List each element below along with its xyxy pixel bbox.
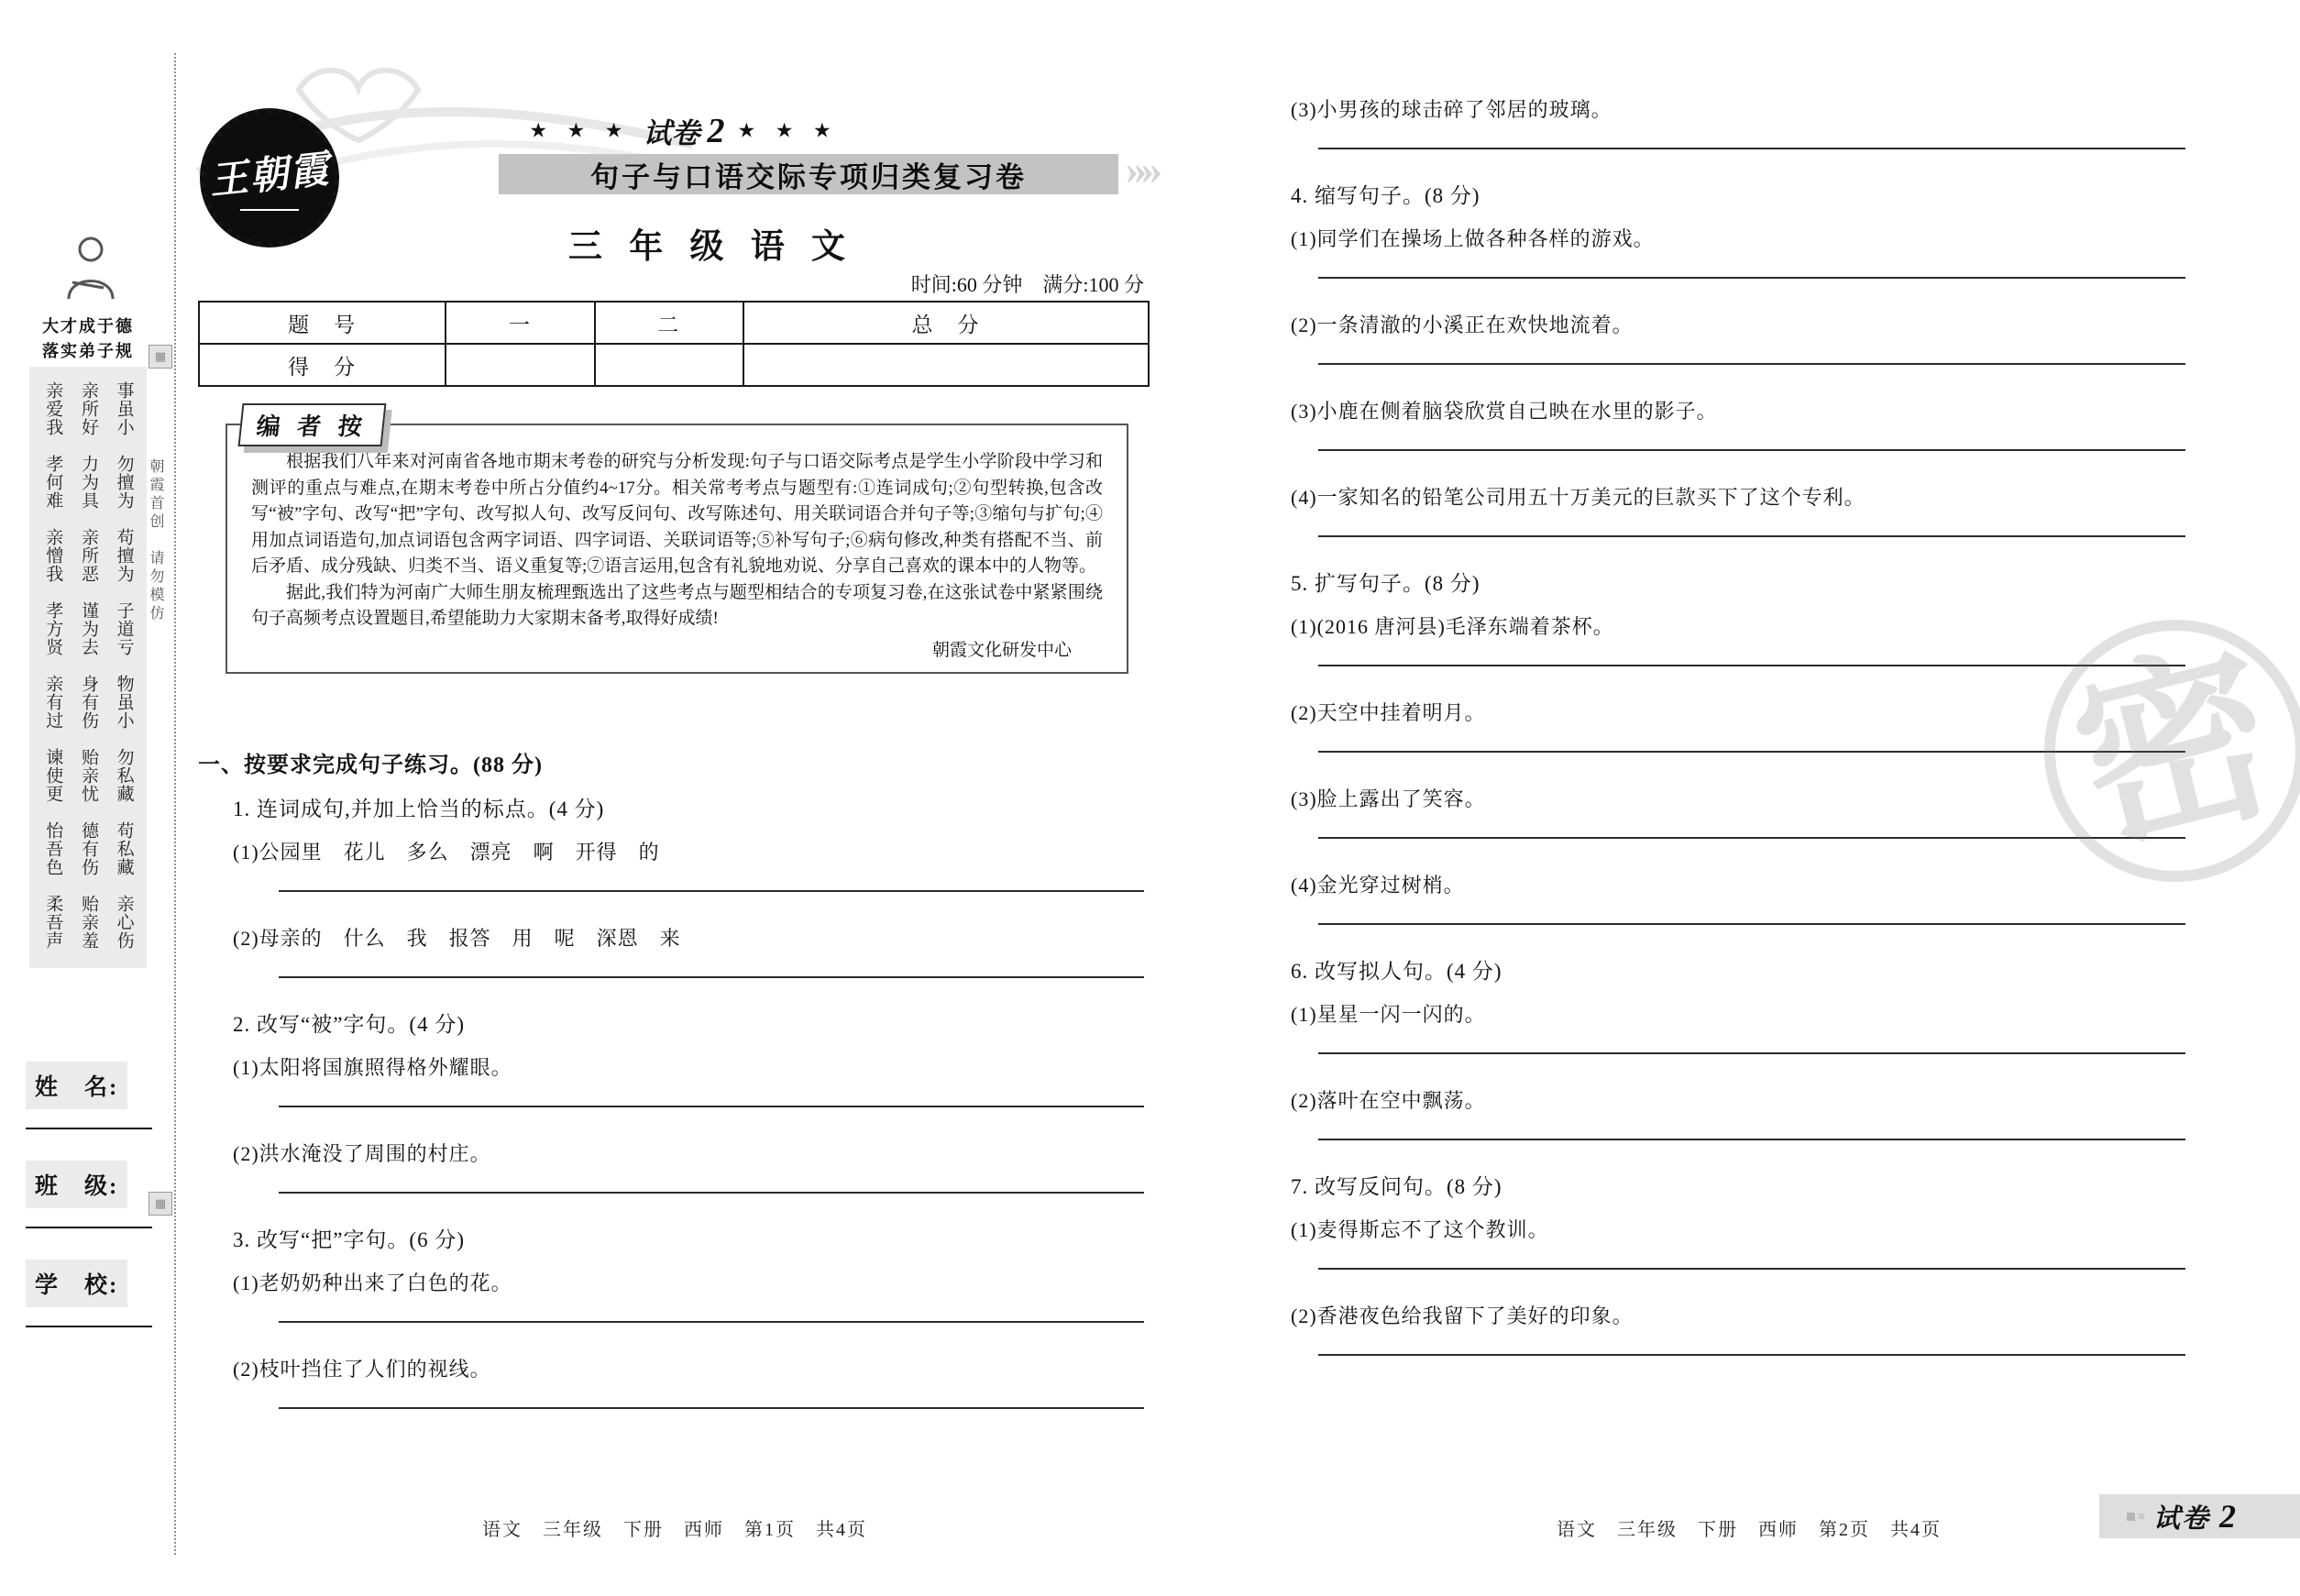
name-field-label: 姓 名: <box>26 1062 127 1109</box>
score-table-value-row <box>199 344 1149 386</box>
editor-note-signature: 朝霞文化研发中心 <box>931 640 1072 660</box>
student-class-field <box>26 1161 163 1228</box>
answer-blank-line[interactable] <box>1318 648 2185 666</box>
editor-note-paragraph-1: 根据我们八年来对河南省各地市期末考卷的研究与分析发现:句子与口语交际考点是学生小学阶段中学习和测评的重点与难点,在期末考卷中所占分值约4~17分。相关常考考点与题型有:①连词成句;②句型转换,包含改写“被”字句、改写“把”字句、改写拟人句、改写反问句、改写陈述句、用关联词语合并句子等;③缩句与扩句;④用加点词语造句,加点词语包含两字词语、四字词语、关联词语等;⑤补写句子;⑥病句修改,种类有搭配不当、前后矛盾、成分残缺、归类不当、语义重复等;⑦语言运用,包含有礼貌地劝说、分享自己喜欢的课本中的人物等。 <box>251 452 1103 576</box>
school-field-blank[interactable] <box>26 1307 152 1327</box>
answer-blank-line[interactable] <box>279 1089 1144 1107</box>
watermark-character: 密 <box>2056 624 2294 877</box>
score-blank-cell[interactable] <box>595 344 743 386</box>
editor-note-paragraph-2: 据此,我们特为河南广大师生朋友梳理甄选出了这些考点与题型相结合的专项复习卷,在这张试卷中紧紧围绕句子高频考点设置题目,希望能助力大家期末备考,取得好成绩! <box>251 582 1103 628</box>
mascot-caption-line2: 落实弟子规 <box>42 342 134 360</box>
question-text: (2)枝叶挡住了人们的视线。 <box>233 1358 491 1381</box>
question-text: (2)洪水淹没了周围的村庄。 <box>233 1142 491 1165</box>
stars-right: ★ ★ ★ <box>737 118 839 142</box>
question-text: (3)脸上露出了笑容。 <box>1291 787 1486 810</box>
chevrons-icon: »» <box>1126 146 1157 193</box>
question-heading: 3. 改写“把”字句。(6 分) <box>233 1228 465 1251</box>
answer-blank-line[interactable] <box>1318 519 2185 537</box>
question-text: (3)小男孩的球击碎了邻居的玻璃。 <box>1291 98 1612 121</box>
logo-flourish <box>240 209 299 211</box>
answer-blank-line[interactable] <box>279 960 1144 978</box>
badge-decoration <box>2127 1513 2135 1521</box>
paper-number-badge <box>2099 1494 2300 1538</box>
question-text: (2)一条清澈的小溪正在欢快地流着。 <box>1291 314 1634 336</box>
score-blank-cell[interactable] <box>446 344 594 386</box>
section-one <box>198 746 1151 1434</box>
questions-left <box>198 787 1151 1409</box>
page-1-footer: 语文 三年级 下册 西师 第1页 共4页 <box>482 1520 867 1540</box>
student-name-field <box>26 1062 163 1129</box>
answer-blank-line[interactable] <box>279 874 1144 892</box>
badge-number: 2 <box>2219 1498 2237 1535</box>
question-heading: 1. 连词成句,并加上恰当的标点。(4 分) <box>233 798 605 820</box>
answer-blank-line[interactable] <box>1318 820 2185 839</box>
answer-blank-line[interactable] <box>1318 734 2185 753</box>
verse-column: 事虽小 勿擅为 苟擅为 子道亏 物虽小 勿私藏 苟私藏 亲心伤 <box>114 381 134 950</box>
paper-title-banner: 句子与口语交际专项归类复习卷 <box>499 154 1118 194</box>
score-blank-cell[interactable] <box>743 344 1149 386</box>
verse-column: 亲所好 力为具 亲所恶 谨为去 身有伤 贻亲忧 德有伤 贻亲羞 <box>78 381 98 950</box>
question-text: (1)同学们在操场上做各种各样的游戏。 <box>1291 227 1655 250</box>
question-text: (2)香港夜色给我留下了美好的印象。 <box>1291 1304 1634 1327</box>
question-text: (1)太阳将国旗照得格外耀眼。 <box>233 1056 512 1079</box>
questions-right <box>1291 88 2207 1381</box>
paper-word: 试卷 <box>643 117 700 149</box>
subject-title: 三 年 级 语 文 <box>568 228 854 266</box>
score-row-label: 得 分 <box>199 344 446 386</box>
badge-decoration <box>2139 1513 2144 1519</box>
question-text: (1)星星一闪一闪的。 <box>1291 1003 1486 1026</box>
margin-divider-line <box>174 53 176 1555</box>
editor-note-label: 编 者 按 <box>238 403 387 446</box>
score-header-cell: 总 分 <box>743 302 1149 344</box>
stars-left: ★ ★ ★ <box>529 118 631 142</box>
paper-number-header <box>400 110 968 151</box>
question-text: (2)母亲的 什么 我 报答 用 呢 深恩 来 <box>233 927 681 950</box>
answer-blank-line[interactable] <box>1318 907 2185 925</box>
verse-column: 亲爱我 孝何难 亲憎我 孝方贤 亲有过 谏使更 怡吾色 柔吾声 <box>43 381 63 950</box>
brand-logo-text: 王朝霞 <box>207 149 333 204</box>
brand-logo <box>200 108 339 248</box>
score-table <box>198 301 1150 387</box>
mascot-caption <box>31 314 145 364</box>
class-field-blank[interactable] <box>26 1208 152 1228</box>
question-text: (3)小鹿在侧着脑袋欣赏自己映在水里的影子。 <box>1291 400 1718 423</box>
answer-blank-line[interactable] <box>1318 1036 2185 1054</box>
answer-blank-line[interactable] <box>1318 131 2185 149</box>
question-heading: 4. 缩写句子。(8 分) <box>1291 184 1480 207</box>
margin-caption: 朝霞首创 请勿模仿 <box>148 458 163 623</box>
answer-blank-line[interactable] <box>1318 1337 2185 1356</box>
question-text: (4)金光穿过树梢。 <box>1291 874 1465 897</box>
answer-blank-line[interactable] <box>279 1391 1144 1409</box>
class-field-label: 班 级: <box>26 1161 127 1208</box>
question-text: (1)(2016 唐河县)毛泽东端着茶杯。 <box>1291 615 1614 638</box>
question-text: (1)公园里 花儿 多么 漂亮 啊 开得 的 <box>233 841 660 864</box>
page-2-footer: 语文 三年级 下册 西师 第2页 共4页 <box>1557 1520 1942 1540</box>
question-heading: 7. 改写反问句。(8 分) <box>1291 1175 1502 1198</box>
name-field-blank[interactable] <box>26 1109 152 1129</box>
page-2-column <box>1291 0 2207 1596</box>
student-school-field <box>26 1260 163 1327</box>
question-heading: 6. 改写拟人句。(4 分) <box>1291 960 1502 983</box>
question-text: (4)一家知名的铅笔公司用五十万美元的巨款买下了这个专利。 <box>1291 486 1865 509</box>
question-heading: 2. 改写“被”字句。(4 分) <box>233 1013 465 1036</box>
verse-box <box>29 367 147 968</box>
score-table-header-row <box>199 302 1149 344</box>
section-one-title: 一、按要求完成句子练习。(88 分) <box>198 754 543 777</box>
answer-blank-line[interactable] <box>279 1304 1144 1323</box>
answer-blank-line[interactable] <box>1318 1122 2185 1140</box>
answer-blank-line[interactable] <box>1318 260 2185 279</box>
question-text: (1)老奶奶种出来了白色的花。 <box>233 1271 512 1294</box>
score-header-cell: 一 <box>446 302 594 344</box>
school-field-label: 学 校: <box>26 1260 127 1307</box>
question-heading: 5. 扩写句子。(8 分) <box>1291 572 1480 595</box>
paper-number: 2 <box>707 111 725 150</box>
mascot-caption-line1: 大才成于德 <box>42 317 134 336</box>
page-1-column <box>198 0 1157 1596</box>
score-header-cell: 二 <box>595 302 743 344</box>
question-text: (1)麦得斯忘不了这个教训。 <box>1291 1218 1549 1241</box>
badge-word: 试卷 <box>2153 1503 2211 1534</box>
mascot-illustration <box>56 235 120 306</box>
answer-blank-line[interactable] <box>1318 1251 2185 1270</box>
score-header-cell: 题 号 <box>199 302 446 344</box>
editor-note-box <box>226 413 1128 674</box>
time-score-line: 时间:60 分钟 满分:100 分 <box>910 273 1144 296</box>
mascot-seal <box>31 235 145 364</box>
margin-stamp-icon: ▦ <box>149 1192 172 1216</box>
margin-stamp-icon: ▦ <box>149 345 172 369</box>
question-text: (2)落叶在空中飘荡。 <box>1291 1089 1486 1112</box>
question-text: (2)天空中挂着明月。 <box>1291 701 1486 724</box>
answer-blank-line[interactable] <box>1318 347 2185 365</box>
answer-blank-line[interactable] <box>279 1175 1144 1194</box>
answer-blank-line[interactable] <box>1318 433 2185 451</box>
